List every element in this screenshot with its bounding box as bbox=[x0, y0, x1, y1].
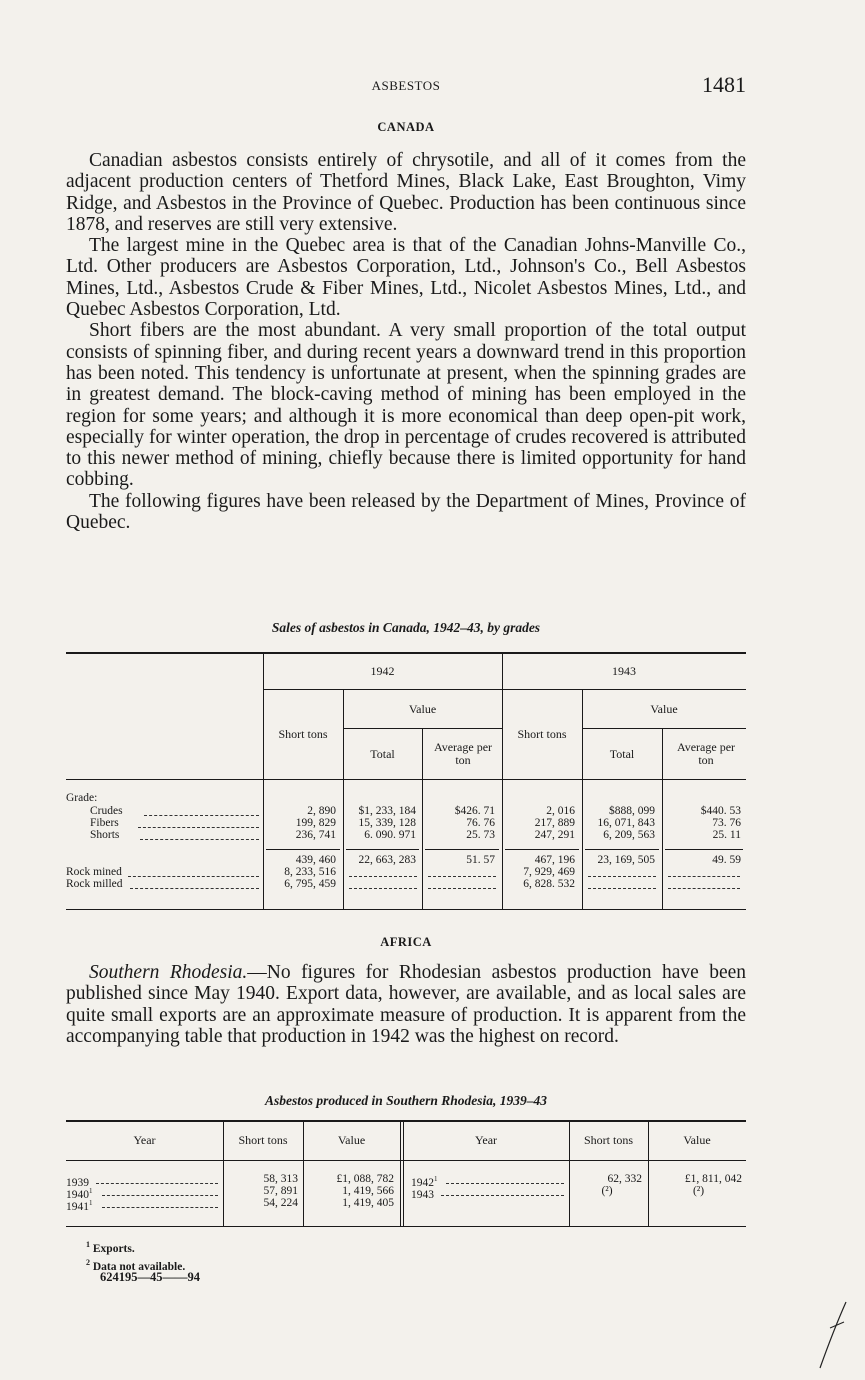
column-divider bbox=[422, 728, 423, 909]
column-divider bbox=[662, 728, 663, 909]
running-title: ASBESTOS bbox=[371, 78, 441, 93]
cell-total-value-1943: 23, 169, 505 bbox=[597, 854, 655, 866]
subtotal-rule bbox=[425, 849, 499, 850]
cell-total-avg-1942: 51. 57 bbox=[466, 854, 495, 866]
header-value: Value bbox=[650, 702, 678, 716]
row-year: 1940$^1$ bbox=[66, 1187, 93, 1201]
row-year: 1941$^1$ bbox=[66, 1199, 93, 1213]
paragraph bbox=[66, 962, 746, 1047]
cell-value: £1, 088, 782 bbox=[336, 1173, 394, 1185]
leader-dots bbox=[144, 815, 259, 816]
page-header bbox=[66, 72, 746, 102]
cell-total-tons-1943: 467, 196 bbox=[534, 854, 575, 866]
cell-crudes-tons-1942: 2, 890 bbox=[307, 805, 336, 817]
row-year: 1943 bbox=[411, 1188, 434, 1201]
cell-fibers-value-1943: 16, 071, 843 bbox=[597, 817, 655, 829]
empty-cell-dots bbox=[349, 888, 417, 889]
cell-rock-milled-1943: 6, 828. 532 bbox=[523, 878, 575, 890]
footnote-1: $^1$ Exports. bbox=[86, 1240, 135, 1255]
cell-crudes-avg-1942: $426. 71 bbox=[454, 805, 495, 817]
cell-total-value-1942: 22, 663, 283 bbox=[358, 854, 416, 866]
cell-shorts-avg-1943: 25. 11 bbox=[712, 829, 741, 841]
subtotal-rule bbox=[585, 849, 659, 850]
cell-tons: 57, 891 bbox=[263, 1185, 298, 1197]
header-average-per-ton: Average per ton bbox=[433, 740, 493, 767]
subtotal-rule bbox=[665, 849, 743, 850]
header-year: Year bbox=[133, 1133, 156, 1147]
cell-fibers-avg-1942: 76. 76 bbox=[466, 817, 495, 829]
stub-crudes: Crudes bbox=[90, 805, 123, 817]
canada-body bbox=[66, 150, 746, 533]
subtotal-rule bbox=[346, 849, 419, 850]
cell-shorts-value-1942: 6. 090. 971 bbox=[364, 829, 416, 841]
page-number: 1481 bbox=[702, 72, 746, 97]
paragraph: Short fibers are the most abundant. A very small proportion of the total output consists of spinning fiber, and during recent years a downward trend in this proportion has been noted. This tendency is unfortunate at present, when the spinning grades are in greatest demand. The block-caving method of mining has been employed in the region for some years; and although it is more economical than deep open-pit work, especially for winter operation, the drop in percentage of crudes recovered is attributed to this newer method of mining, chiefly because there is limited opportunity for hand cobbing. bbox=[66, 320, 746, 491]
paragraph: Canadian asbestos consists entirely of chrysotile, and all of it comes from the adjacent production centers of Thetford Mines, Black Lake, East Broughton, Vimy Ridge, and Asbestos in the Province of Quebec. Production has been continuous since 1878, and reserves are still very extensive. bbox=[66, 150, 746, 235]
empty-cell-dots bbox=[668, 876, 740, 877]
cell-fibers-tons-1942: 199, 829 bbox=[295, 817, 336, 829]
column-divider bbox=[263, 652, 264, 909]
table-caption-rhodesia: Asbestos produced in Southern Rhodesia, 1939–43 bbox=[264, 1093, 548, 1108]
paragraph: The largest mine in the Quebec area is that of the Canadian Johns-Manville Co., Ltd. Other producers are Asbestos Corporation, Ltd., Johnson's Co., Bell Asbestos Mines, Ltd., Asbestos Crude & Fiber Mines, Ltd., Nicolet Asbestos Mines, Ltd., and Quebec Asbestos Corporation, Ltd. bbox=[66, 235, 746, 321]
leader-dots bbox=[140, 839, 259, 840]
table-rule bbox=[66, 1121, 746, 1122]
column-divider bbox=[502, 652, 503, 909]
cell-fibers-avg-1943: 73. 76 bbox=[712, 817, 741, 829]
leader-dots bbox=[138, 827, 259, 828]
cell-shorts-tons-1942: 236, 741 bbox=[295, 829, 336, 841]
column-divider bbox=[582, 689, 583, 909]
paragraph-text: —No figures for Rhodesian asbestos production have been published since May 1940. Export data, however, are available, and as local sales are quite small exports are an approximate measure of production. It is apparent from the accompanying table that production in 1942 was the highest on record. bbox=[66, 962, 746, 1047]
header-value: Value bbox=[337, 1133, 366, 1147]
header-short-tons: Short tons bbox=[238, 1133, 288, 1147]
stub-grade: Grade: bbox=[66, 792, 98, 804]
table-caption-canada: Sales of asbestos in Canada, 1942–43, by grades bbox=[271, 620, 541, 635]
table-rule bbox=[66, 653, 746, 654]
leader-dots bbox=[446, 1183, 564, 1184]
table-rule bbox=[66, 909, 746, 910]
cell-total-avg-1943: 49. 59 bbox=[712, 854, 741, 866]
cell-crudes-tons-1943: 2, 016 bbox=[546, 805, 575, 817]
subtotal-rule bbox=[505, 849, 579, 850]
footnotes bbox=[86, 1238, 185, 1274]
cell-value: 1, 419, 566 bbox=[342, 1185, 394, 1197]
header-rule bbox=[343, 728, 502, 729]
leader-dots bbox=[102, 1195, 218, 1196]
header-year: Year bbox=[474, 1133, 498, 1147]
cell-fibers-tons-1943: 217, 889 bbox=[534, 817, 575, 829]
africa-body bbox=[66, 962, 746, 1047]
header-total: Total bbox=[370, 747, 395, 761]
cell-shorts-avg-1942: 25. 73 bbox=[466, 829, 495, 841]
cell-crudes-value-1943: $888, 099 bbox=[609, 805, 655, 817]
stub-rock-mined: Rock mined bbox=[66, 866, 122, 878]
header-rule bbox=[66, 779, 746, 780]
empty-cell-dots bbox=[668, 888, 740, 889]
empty-cell-dots bbox=[588, 888, 656, 889]
stub-shorts: Shorts bbox=[90, 829, 120, 841]
header-short-tons: Short tons bbox=[583, 1133, 633, 1147]
leader-dots bbox=[130, 888, 259, 889]
cell-rock-mined-1942: 8, 233, 516 bbox=[284, 866, 336, 878]
cell-value: 1, 419, 405 bbox=[342, 1197, 394, 1209]
leader-dots bbox=[441, 1195, 564, 1196]
header-rule bbox=[502, 689, 746, 690]
canada-sales-table bbox=[66, 652, 746, 910]
cell-fibers-value-1942: 15, 339, 128 bbox=[358, 817, 416, 829]
rhodesia-production-table bbox=[66, 1120, 746, 1230]
cell-total-tons-1942: 439, 460 bbox=[295, 854, 336, 866]
section-heading-africa: AFRICA bbox=[380, 935, 432, 949]
row-year: 1939 bbox=[66, 1176, 89, 1189]
section-heading-canada: CANADA bbox=[377, 120, 435, 134]
cell-rock-mined-1943: 7, 929, 469 bbox=[523, 866, 575, 878]
cell-crudes-value-1942: $1, 233, 184 bbox=[358, 805, 416, 817]
empty-cell-dots bbox=[349, 876, 417, 877]
cell-value: £1, 811, 042 bbox=[684, 1173, 742, 1185]
cell-value: (²) bbox=[692, 1185, 705, 1197]
cell-tons: 62, 332 bbox=[607, 1173, 642, 1185]
cell-shorts-value-1943: 6, 209, 563 bbox=[603, 829, 655, 841]
cell-crudes-avg-1943: $440. 53 bbox=[700, 805, 741, 817]
column-divider bbox=[343, 689, 344, 909]
leader-dots bbox=[128, 876, 259, 877]
stub-rock-milled: Rock milled bbox=[66, 878, 123, 890]
header-value: Value bbox=[408, 702, 437, 716]
header-year-1943: 1943 bbox=[612, 664, 636, 678]
row-year: 1942$^1$ bbox=[411, 1175, 438, 1189]
header-rule bbox=[66, 1160, 746, 1161]
header-year-1942: 1942 bbox=[370, 664, 395, 678]
footnote-2: $^2$ Data not available. bbox=[86, 1257, 186, 1273]
header-value: Value bbox=[683, 1133, 711, 1147]
cell-tons: (²) bbox=[601, 1185, 613, 1197]
header-short-tons: Short tons bbox=[278, 727, 328, 741]
empty-cell-dots bbox=[428, 876, 496, 877]
cell-tons: 58, 313 bbox=[263, 1173, 298, 1185]
stub-fibers: Fibers bbox=[90, 817, 119, 829]
cell-rock-milled-1942: 6, 795, 459 bbox=[284, 878, 336, 890]
scan-mark bbox=[818, 1300, 848, 1370]
cell-tons: 54, 224 bbox=[263, 1197, 298, 1209]
empty-cell-dots bbox=[588, 876, 656, 877]
empty-cell-dots bbox=[428, 888, 496, 889]
column-divider bbox=[400, 1120, 401, 1226]
header-rule bbox=[582, 728, 746, 729]
header-short-tons: Short tons bbox=[517, 727, 567, 741]
paragraph: The following figures have been released by the Department of Mines, Province of Quebec. bbox=[66, 490, 746, 534]
subtotal-rule bbox=[266, 849, 340, 850]
lead-in-italic: Southern Rhodesia. bbox=[89, 962, 248, 983]
cell-shorts-tons-1943: 247, 291 bbox=[534, 829, 575, 841]
leader-dots bbox=[96, 1183, 218, 1184]
printer-imprint: 624195—45——94 bbox=[100, 1270, 200, 1284]
header-average-per-ton: Average per ton bbox=[676, 740, 736, 767]
header-rule bbox=[263, 689, 502, 690]
leader-dots bbox=[102, 1207, 218, 1208]
table-rule bbox=[66, 1226, 746, 1227]
header-total: Total bbox=[609, 747, 635, 761]
